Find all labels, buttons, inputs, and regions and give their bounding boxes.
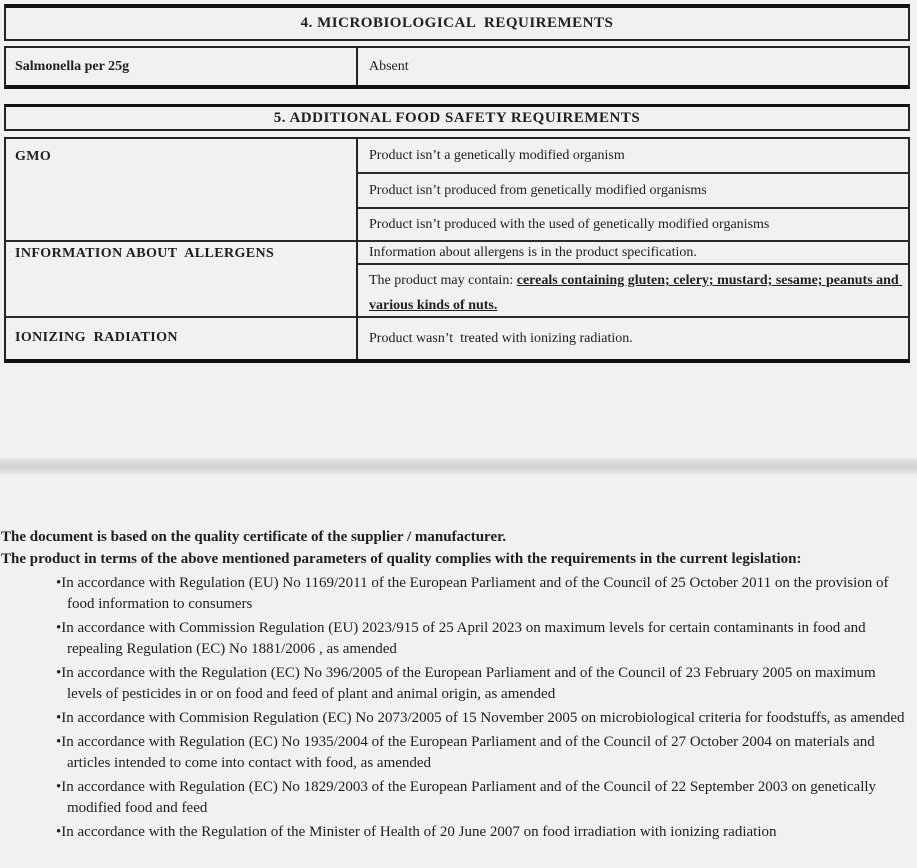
regulation-list [1,573,909,843]
parameter-name-cell: Salmonella per 25g [6,48,358,85]
allergens-label-cell: INFORMATION ABOUT ALLERGENS [6,242,358,318]
additional-food-safety-table [4,137,910,363]
ionizing-radiation-label-cell: IONIZING RADIATION [6,318,358,359]
regulation-item: • In accordance with Regulation (EU) No 1169/2011 of the European Parliament and of the Council of 25 October 2011 on the provision of food information to consumers [1,573,909,615]
section-4-header [4,4,910,41]
allergens-statement-1-cell: Information about allergens is in the product specification. [358,242,908,265]
legal-intro-line-2: The product in terms of the above mentioned parameters of quality complies with the requirements in the current legislation: [1,551,802,567]
microbiological-requirements-row [4,46,910,89]
parameter-value-cell: Absent [369,58,409,74]
regulation-item: • In accordance with Regulation (EC) No 1829/2003 of the European Parliament and of the Council of 22 September 2003 on genetically modified food and feed [1,777,909,819]
regulation-item: • In accordance with Regulation (EC) No 1935/2004 of the European Parliament and of the Council of 27 October 2004 on materials and articles intended to come into contact with food, as amended [1,732,909,774]
legal-statement-block [1,526,909,846]
section-5-header [4,104,910,131]
gmo-statement-3-cell: Product isn’t produced with the used of genetically modified organisms [358,209,908,242]
regulation-item: • In accordance with Commission Regulation (EU) 2023/915 of 25 April 2023 on maximum levels for certain contaminants in food and repealing Regulation (EC) No 1881/2006 , as amended [1,618,909,660]
allergens-highlight-text: cereals containing gluten; celery; mustard; sesame; peanuts and various kinds of nuts. [369,273,903,313]
page-break-separator [0,458,917,475]
legal-intro-line-1: The document is based on the quality certificate of the supplier / manufacturer. [1,529,507,545]
allergens-prefix-text: The product may contain: [369,273,517,288]
section-5-title: 5. ADDITIONAL FOOD SAFETY REQUIREMENTS [273,109,641,126]
allergens-statement-2-cell [358,265,908,318]
section-4-title: 4. MICROBIOLOGICAL REQUIREMENTS [300,15,614,31]
gmo-statement-2-cell: Product isn’t produced from genetically modified organisms [358,174,908,209]
gmo-statement-1-cell: Product isn’t a genetically modified organism [358,139,908,174]
ionizing-radiation-statement-cell: Product wasn’t treated with ionizing radiation. [369,330,633,346]
regulation-item: • In accordance with Commision Regulation (EC) No 2073/2005 of 15 November 2005 on microbiological criteria for foodstuffs, as amended [1,708,909,729]
gmo-label-cell: GMO [6,139,358,242]
regulation-item: • In accordance with the Regulation of the Minister of Health of 20 June 2007 on food irradiation with ionizing radiation [1,822,909,843]
regulation-item: • In accordance with the Regulation (EC) No 396/2005 of the European Parliament and of the Council of 23 February 2005 on maximum levels of pesticides in or on food and feed of plant and animal origin, as amended [1,663,909,705]
